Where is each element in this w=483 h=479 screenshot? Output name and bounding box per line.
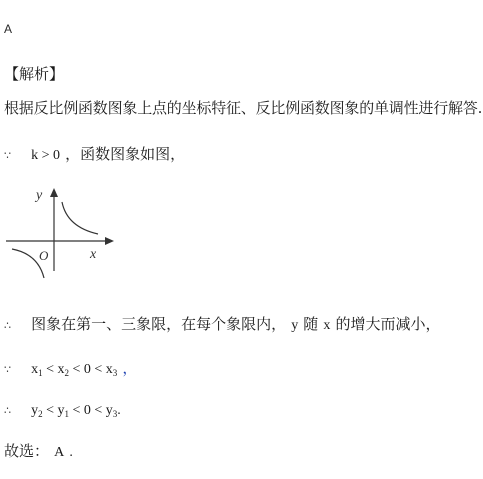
- x-inequality-line: [4, 357, 137, 378]
- condition-text: ，函数图象如图，: [65, 145, 186, 163]
- y-inequality: $y_2 < y_1 < 0 < y_3$.: [31, 403, 121, 419]
- x-inequality: $x_1 < x_2 < 0 < x_3$: [31, 362, 118, 378]
- hyperbola-branch-q1: [62, 202, 98, 234]
- because-symbol-2: ∵: [4, 363, 11, 376]
- y-inequality-line: [4, 399, 121, 419]
- chosen-option: A: [54, 445, 65, 460]
- choose-text: 故选：: [4, 442, 50, 460]
- function-graph: [4, 183, 116, 283]
- origin-label: O: [39, 248, 49, 263]
- explanation-text: 根据反比例函数图象上点的坐标特征、反比例函数图象的单调性进行解答.: [4, 99, 483, 117]
- x-variable: x: [323, 318, 331, 333]
- period-mark: .: [69, 445, 73, 460]
- x-axis-arrow: [105, 237, 114, 245]
- x-axis-label: x: [90, 247, 97, 262]
- hyperbola-figure: [4, 183, 116, 279]
- y-axis-label: y: [36, 188, 43, 203]
- quadrant-text: 图象在第一、三象限，在每个象限内，: [31, 315, 287, 333]
- therefore-symbol-2: ∴: [4, 404, 11, 417]
- therefore-symbol: ∴: [4, 319, 11, 332]
- comma-mark: ，: [122, 359, 138, 377]
- with-text: 随: [303, 315, 319, 333]
- k-condition: k > 0: [31, 148, 60, 163]
- y-variable: y: [291, 318, 299, 333]
- y-axis-arrow: [50, 188, 58, 197]
- final-answer-line: [4, 440, 73, 461]
- analysis-heading: 【解析】: [4, 65, 65, 83]
- condition-line: [4, 143, 185, 164]
- answer-label: A: [4, 22, 13, 36]
- quadrant-conclusion-line: [4, 313, 441, 334]
- decreasing-text: 的增大而减小，: [335, 315, 441, 333]
- because-symbol: ∵: [4, 149, 11, 162]
